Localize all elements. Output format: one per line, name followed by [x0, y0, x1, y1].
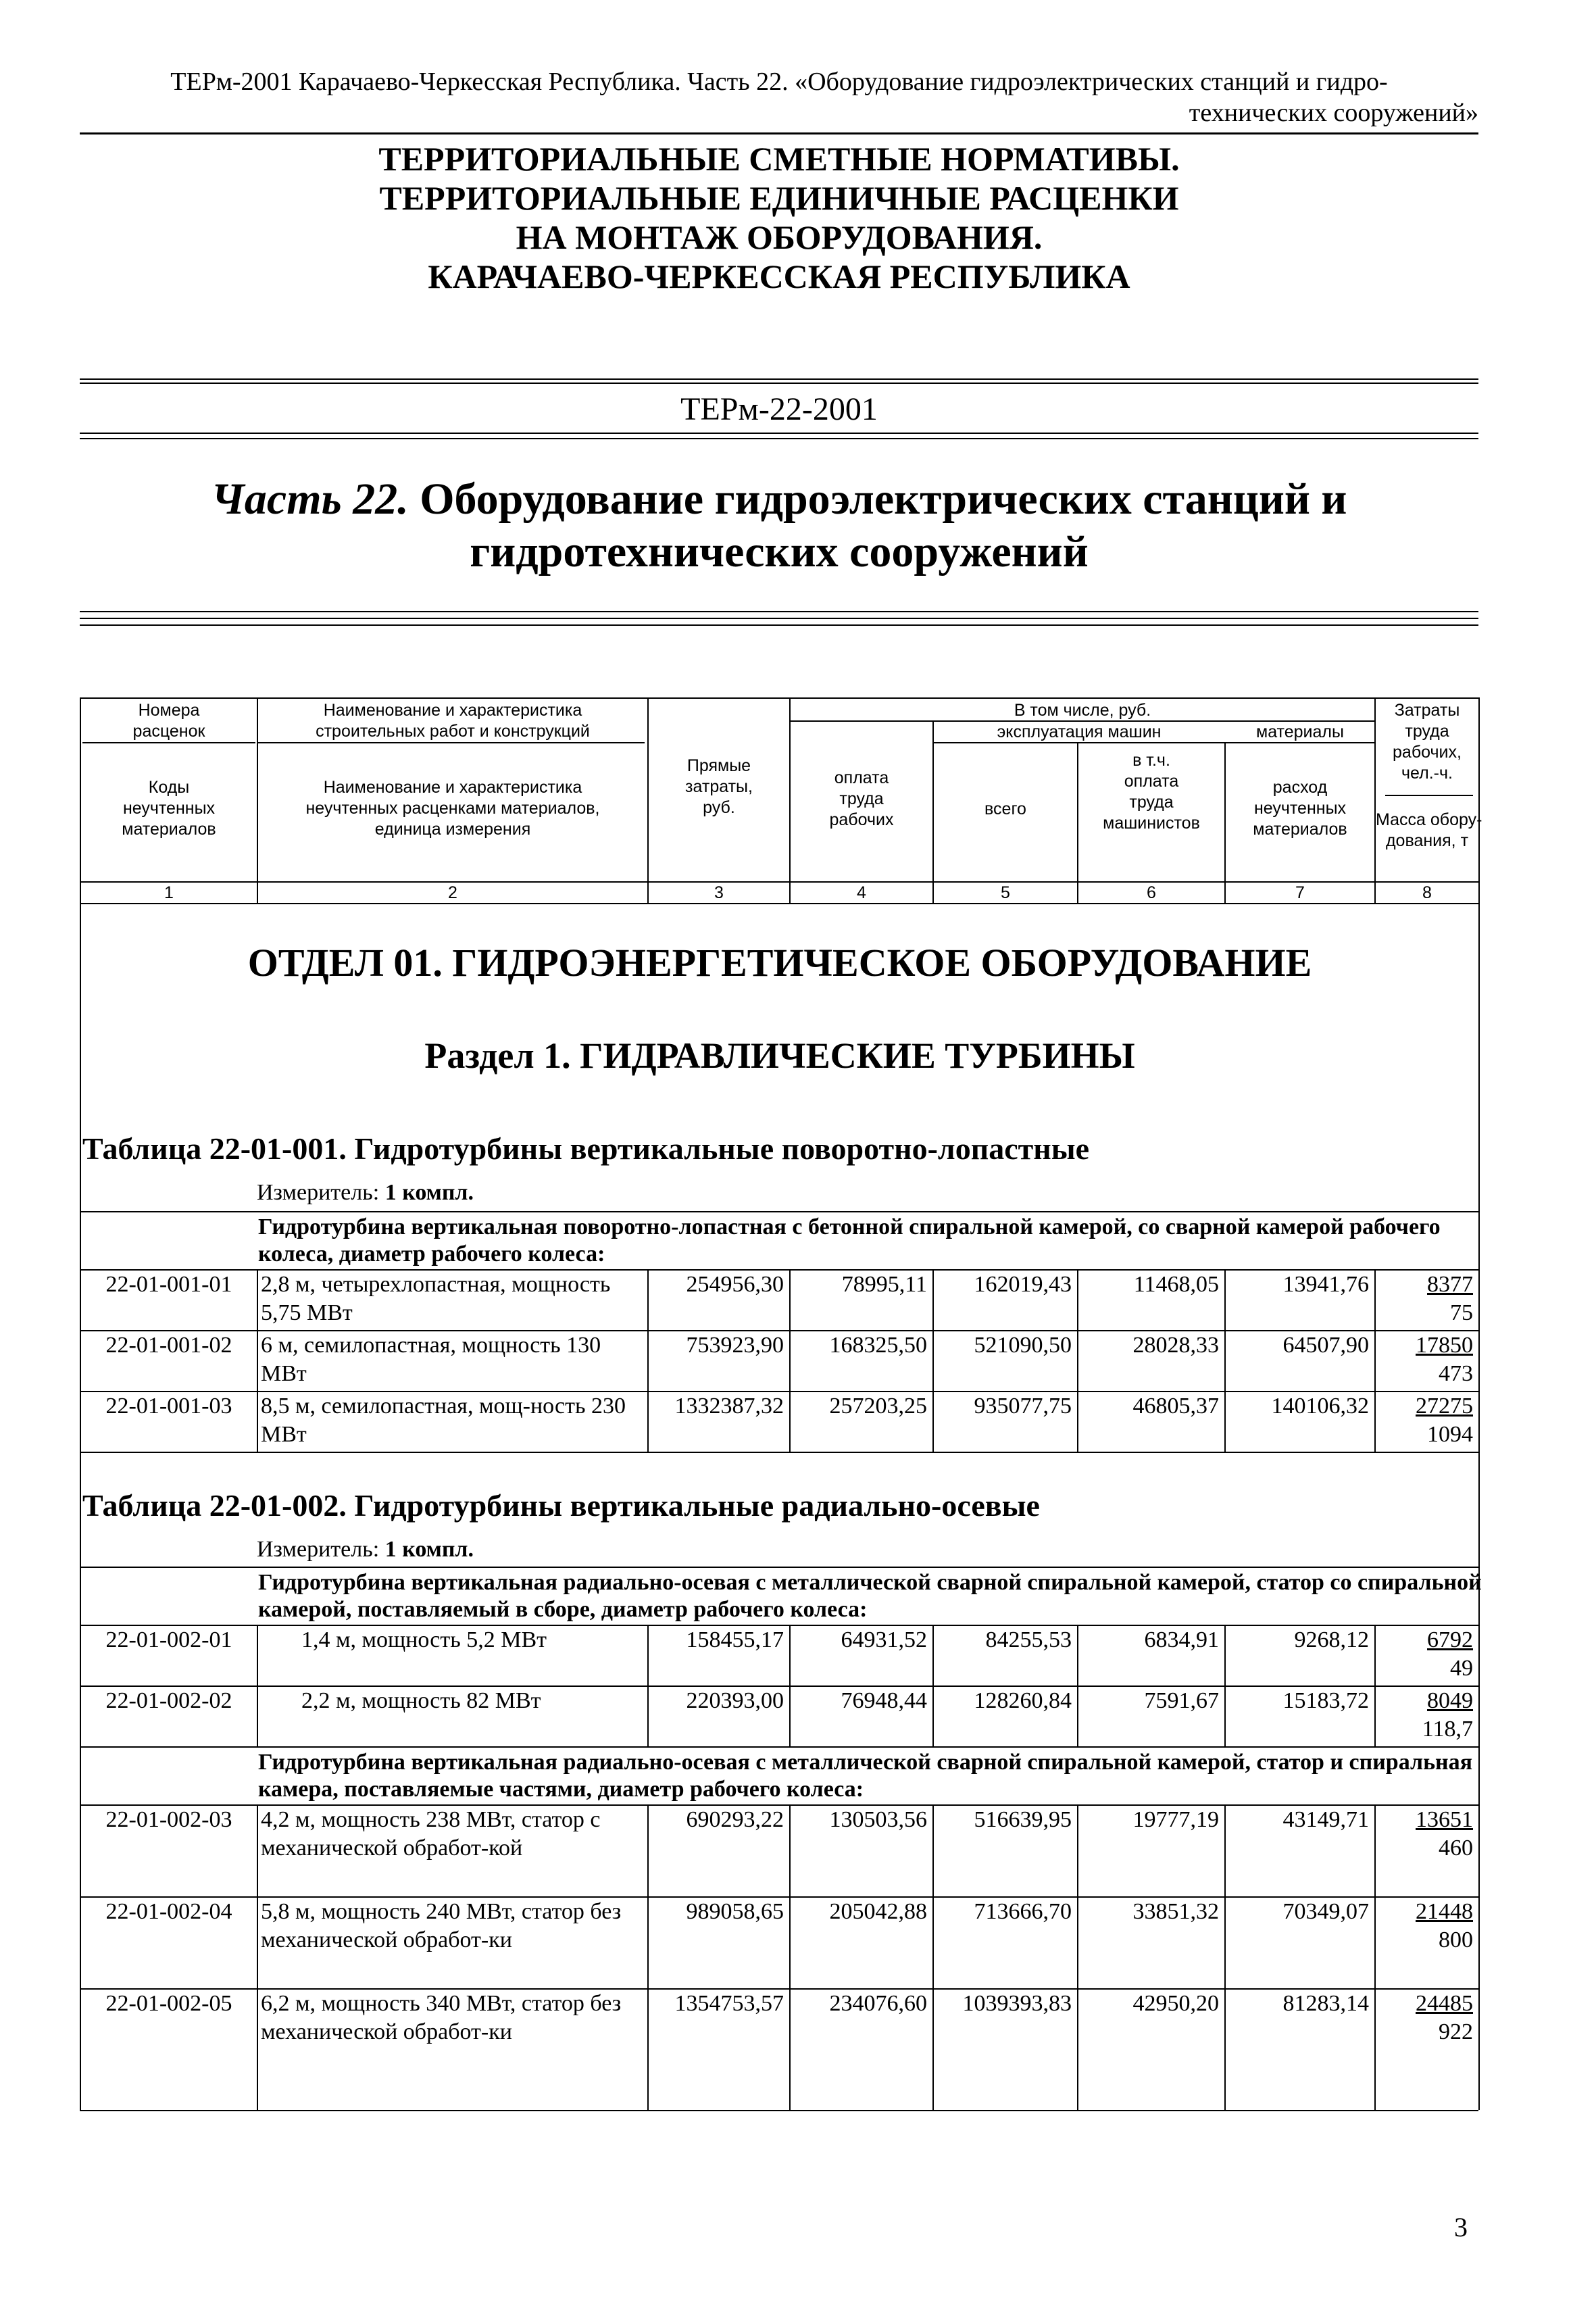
row-mach-operators: 11468,05 — [1133, 1272, 1219, 1297]
header-number: 3 — [714, 883, 724, 902]
row-mach-total: 521090,50 — [974, 1333, 1072, 1358]
table-title: Таблица 22-01-001. Гидротурбины вертикальные поворотно-лопастные — [82, 1131, 1090, 1166]
group-description: Гидротурбина вертикальная поворотно-лопастная с бетонной спиральной камерой, со сварной камерой рабочего колеса, диаметр рабочего колеса: — [258, 1214, 1441, 1266]
group-description: Гидротурбина вертикальная радиально-осевая с металлической сварной спиральной камерой, статор со спиральной камерой, поставляемый в сборе, диаметр рабочего колеса: — [258, 1570, 1482, 1622]
header-machines: эксплуатация машин — [997, 722, 1162, 741]
row-code: 22-01-002-05 — [105, 1991, 232, 2016]
header-col2-bottom: Наименование и характеристика неучтенных расценками материалов, единица измерения — [305, 778, 600, 839]
row-name: 4,2 м, мощность 238 МВт, статор с механической обработ-кой — [261, 1807, 601, 1861]
row-mass: 75 — [1450, 1300, 1473, 1325]
running-header-line1: ТЕРм-2001 Карачаево-Черкесская Республика. Часть 22. «Оборудование гидроэлектрических станций и гидро- — [170, 68, 1388, 96]
header-number: 1 — [164, 883, 174, 902]
row-name: 6,2 м, мощность 340 МВт, статор без механической обработ-ки — [261, 1991, 622, 2044]
meter — [257, 1535, 474, 1564]
meter-label: Измеритель: — [257, 1537, 380, 1562]
header-number: 6 — [1147, 883, 1156, 902]
title-line-4: КАРАЧАЕВО-ЧЕРКЕССКАЯ РЕСПУБЛИКА — [428, 257, 1130, 295]
row-mass: 1094 — [1427, 1422, 1473, 1447]
row-code: 22-01-002-02 — [105, 1688, 232, 1713]
row-mach-total: 1039393,83 — [962, 1991, 1072, 2016]
part-title-line2: гидротехнических сооружений — [470, 527, 1089, 576]
header-number: 7 — [1295, 883, 1305, 902]
row-labor: 6792 — [1427, 1627, 1473, 1652]
row-mach-operators: 19777,19 — [1132, 1807, 1219, 1832]
row-code: 22-01-001-03 — [105, 1394, 232, 1419]
running-header-line2: технических сооружений» — [1189, 99, 1478, 127]
row-labor-pay: 130503,56 — [829, 1807, 927, 1832]
row-labor: 17850 — [1416, 1333, 1473, 1358]
row-mach-total: 162019,43 — [974, 1272, 1072, 1297]
section-heading: ОТДЕЛ 01. ГИДРОЭНЕРГЕТИЧЕСКОЕ ОБОРУДОВАНИЕ — [247, 941, 1312, 985]
title-line-2: ТЕРРИТОРИАЛЬНЫЕ ЕДИНИЧНЫЕ РАСЦЕНКИ — [379, 179, 1179, 217]
part-title-text: Оборудование гидроэлектрических станций и — [420, 474, 1347, 524]
header-col1-bottom: Коды неучтенных материалов — [122, 778, 216, 839]
row-mass: 800 — [1439, 1927, 1473, 1952]
row-labor: 27275 — [1416, 1394, 1473, 1419]
row-direct: 158455,17 — [686, 1627, 784, 1652]
header-col6: в т.ч. оплата труда машинистов — [1103, 751, 1200, 833]
title-line-3: НА МОНТАЖ ОБОРУДОВАНИЯ. — [516, 218, 1043, 256]
row-direct: 690293,22 — [686, 1807, 784, 1832]
rule — [80, 378, 1478, 380]
rule — [80, 433, 1478, 434]
row-direct: 220393,00 — [686, 1688, 784, 1713]
row-labor-pay: 78995,11 — [841, 1272, 927, 1297]
header-col3: Прямые затраты, руб. — [685, 756, 753, 817]
row-mass: 473 — [1439, 1361, 1473, 1386]
header-number: 8 — [1422, 883, 1432, 902]
row-name: 2,2 м, мощность 82 МВт — [301, 1688, 541, 1713]
header-col1-top: Номера расценок — [132, 701, 205, 741]
row-materials: 70349,07 — [1282, 1899, 1369, 1924]
row-direct: 1354753,57 — [674, 1991, 784, 2016]
header-number: 2 — [448, 883, 457, 902]
row-labor-pay: 76948,44 — [841, 1688, 927, 1713]
row-direct: 1332387,32 — [674, 1394, 784, 1419]
row-code: 22-01-001-01 — [105, 1272, 232, 1297]
subsection-heading: Раздел 1. ГИДРАВЛИЧЕСКИЕ ТУРБИНЫ — [424, 1035, 1135, 1076]
part-label: Часть 22. — [211, 474, 409, 524]
header-col7: расход неучтенных материалов — [1253, 778, 1347, 839]
group-description: Гидротурбина вертикальная радиально-осевая с металлической сварной спиральной камерой, статор и спиральная камера, поставляемые частями, диаметр рабочего колеса: — [258, 1750, 1473, 1802]
rule — [80, 438, 1478, 439]
row-mach-operators: 42950,20 — [1132, 1991, 1219, 2016]
row-direct: 753923,90 — [686, 1333, 784, 1358]
row-materials: 140106,32 — [1271, 1394, 1369, 1419]
row-labor: 8049 — [1427, 1688, 1473, 1713]
row-mach-total: 935077,75 — [974, 1394, 1072, 1419]
row-materials: 43149,71 — [1282, 1807, 1369, 1832]
rule — [80, 611, 1478, 612]
row-code: 22-01-002-01 — [105, 1627, 232, 1652]
row-labor-pay: 168325,50 — [829, 1333, 927, 1358]
row-mach-operators: 28028,33 — [1132, 1333, 1219, 1358]
meter-value: 1 компл. — [384, 1537, 474, 1562]
row-name: 1,4 м, мощность 5,2 МВт — [301, 1627, 547, 1652]
meter — [257, 1179, 474, 1207]
header-number: 4 — [857, 883, 866, 902]
row-materials: 81283,14 — [1282, 1991, 1369, 2016]
title-line-1: ТЕРРИТОРИАЛЬНЫЕ СМЕТНЫЕ НОРМАТИВЫ. — [378, 140, 1180, 178]
header-number: 5 — [1001, 883, 1010, 902]
row-labor-pay: 257203,25 — [829, 1394, 927, 1419]
header-materials: материалы — [1256, 722, 1344, 741]
row-labor: 21448 — [1416, 1899, 1473, 1924]
row-code: 22-01-001-02 — [105, 1333, 232, 1358]
row-labor: 24485 — [1416, 1991, 1473, 2016]
meter-label: Измеритель: — [257, 1180, 380, 1205]
row-mach-operators: 46805,37 — [1132, 1394, 1219, 1419]
meter-value: 1 компл. — [384, 1180, 474, 1205]
rule — [80, 618, 1478, 619]
header-col4: оплата труда рабочих — [829, 768, 894, 829]
row-mach-total: 713666,70 — [974, 1899, 1072, 1924]
rule — [80, 624, 1478, 626]
row-labor: 8377 — [1427, 1272, 1473, 1297]
header-col8-bottom: Масса обору- дования, т — [1376, 810, 1482, 850]
row-materials: 13941,76 — [1282, 1272, 1369, 1297]
header-incl: В том числе, руб. — [1014, 701, 1151, 720]
page-number: 3 — [1454, 2212, 1468, 2242]
header-col8-top: Затраты труда рабочих, чел.-ч. — [1393, 701, 1462, 783]
row-mass: 49 — [1450, 1656, 1473, 1681]
table-title: Таблица 22-01-002. Гидротурбины вертикальные радиально-осевые — [82, 1488, 1040, 1523]
row-materials: 64507,90 — [1282, 1333, 1369, 1358]
row-mach-total: 128260,84 — [974, 1688, 1072, 1713]
row-mach-operators: 7591,67 — [1144, 1688, 1219, 1713]
row-labor-pay: 234076,60 — [829, 1991, 927, 2016]
header-col5: всего — [984, 799, 1026, 818]
row-labor: 13651 — [1416, 1807, 1473, 1832]
row-materials: 9268,12 — [1294, 1627, 1369, 1652]
row-code: 22-01-002-04 — [105, 1899, 232, 1924]
row-code: 22-01-002-03 — [105, 1807, 232, 1832]
row-mach-operators: 6834,91 — [1144, 1627, 1219, 1652]
row-mach-operators: 33851,32 — [1132, 1899, 1219, 1924]
row-direct: 254956,30 — [686, 1272, 784, 1297]
row-mass: 922 — [1439, 2019, 1473, 2044]
row-mach-total: 516639,95 — [974, 1807, 1072, 1832]
row-direct: 989058,65 — [686, 1899, 784, 1924]
part-title-line1 — [80, 473, 1478, 526]
row-name: 5,8 м, мощность 240 МВт, статор без механической обработ-ки — [261, 1899, 622, 1952]
row-labor-pay: 64931,52 — [841, 1627, 927, 1652]
header-rule — [80, 132, 1478, 134]
header-col2-top: Наименование и характеристика строительных работ и конструкций — [316, 701, 590, 741]
row-name: 2,8 м, четырехлопастная, мощность 5,75 МВт — [261, 1272, 611, 1325]
row-mass: 460 — [1439, 1836, 1473, 1861]
row-mass: 118,7 — [1422, 1717, 1473, 1742]
row-name: 8,5 м, семилопастная, мощ-ность 230 МВт — [261, 1394, 626, 1447]
row-name: 6 м, семилопастная, мощность 130 МВт — [261, 1333, 601, 1386]
rule — [80, 383, 1478, 384]
doc-code: ТЕРм-22-2001 — [680, 391, 878, 427]
row-labor-pay: 205042,88 — [829, 1899, 927, 1924]
row-materials: 15183,72 — [1282, 1688, 1369, 1713]
row-mach-total: 84255,53 — [985, 1627, 1072, 1652]
